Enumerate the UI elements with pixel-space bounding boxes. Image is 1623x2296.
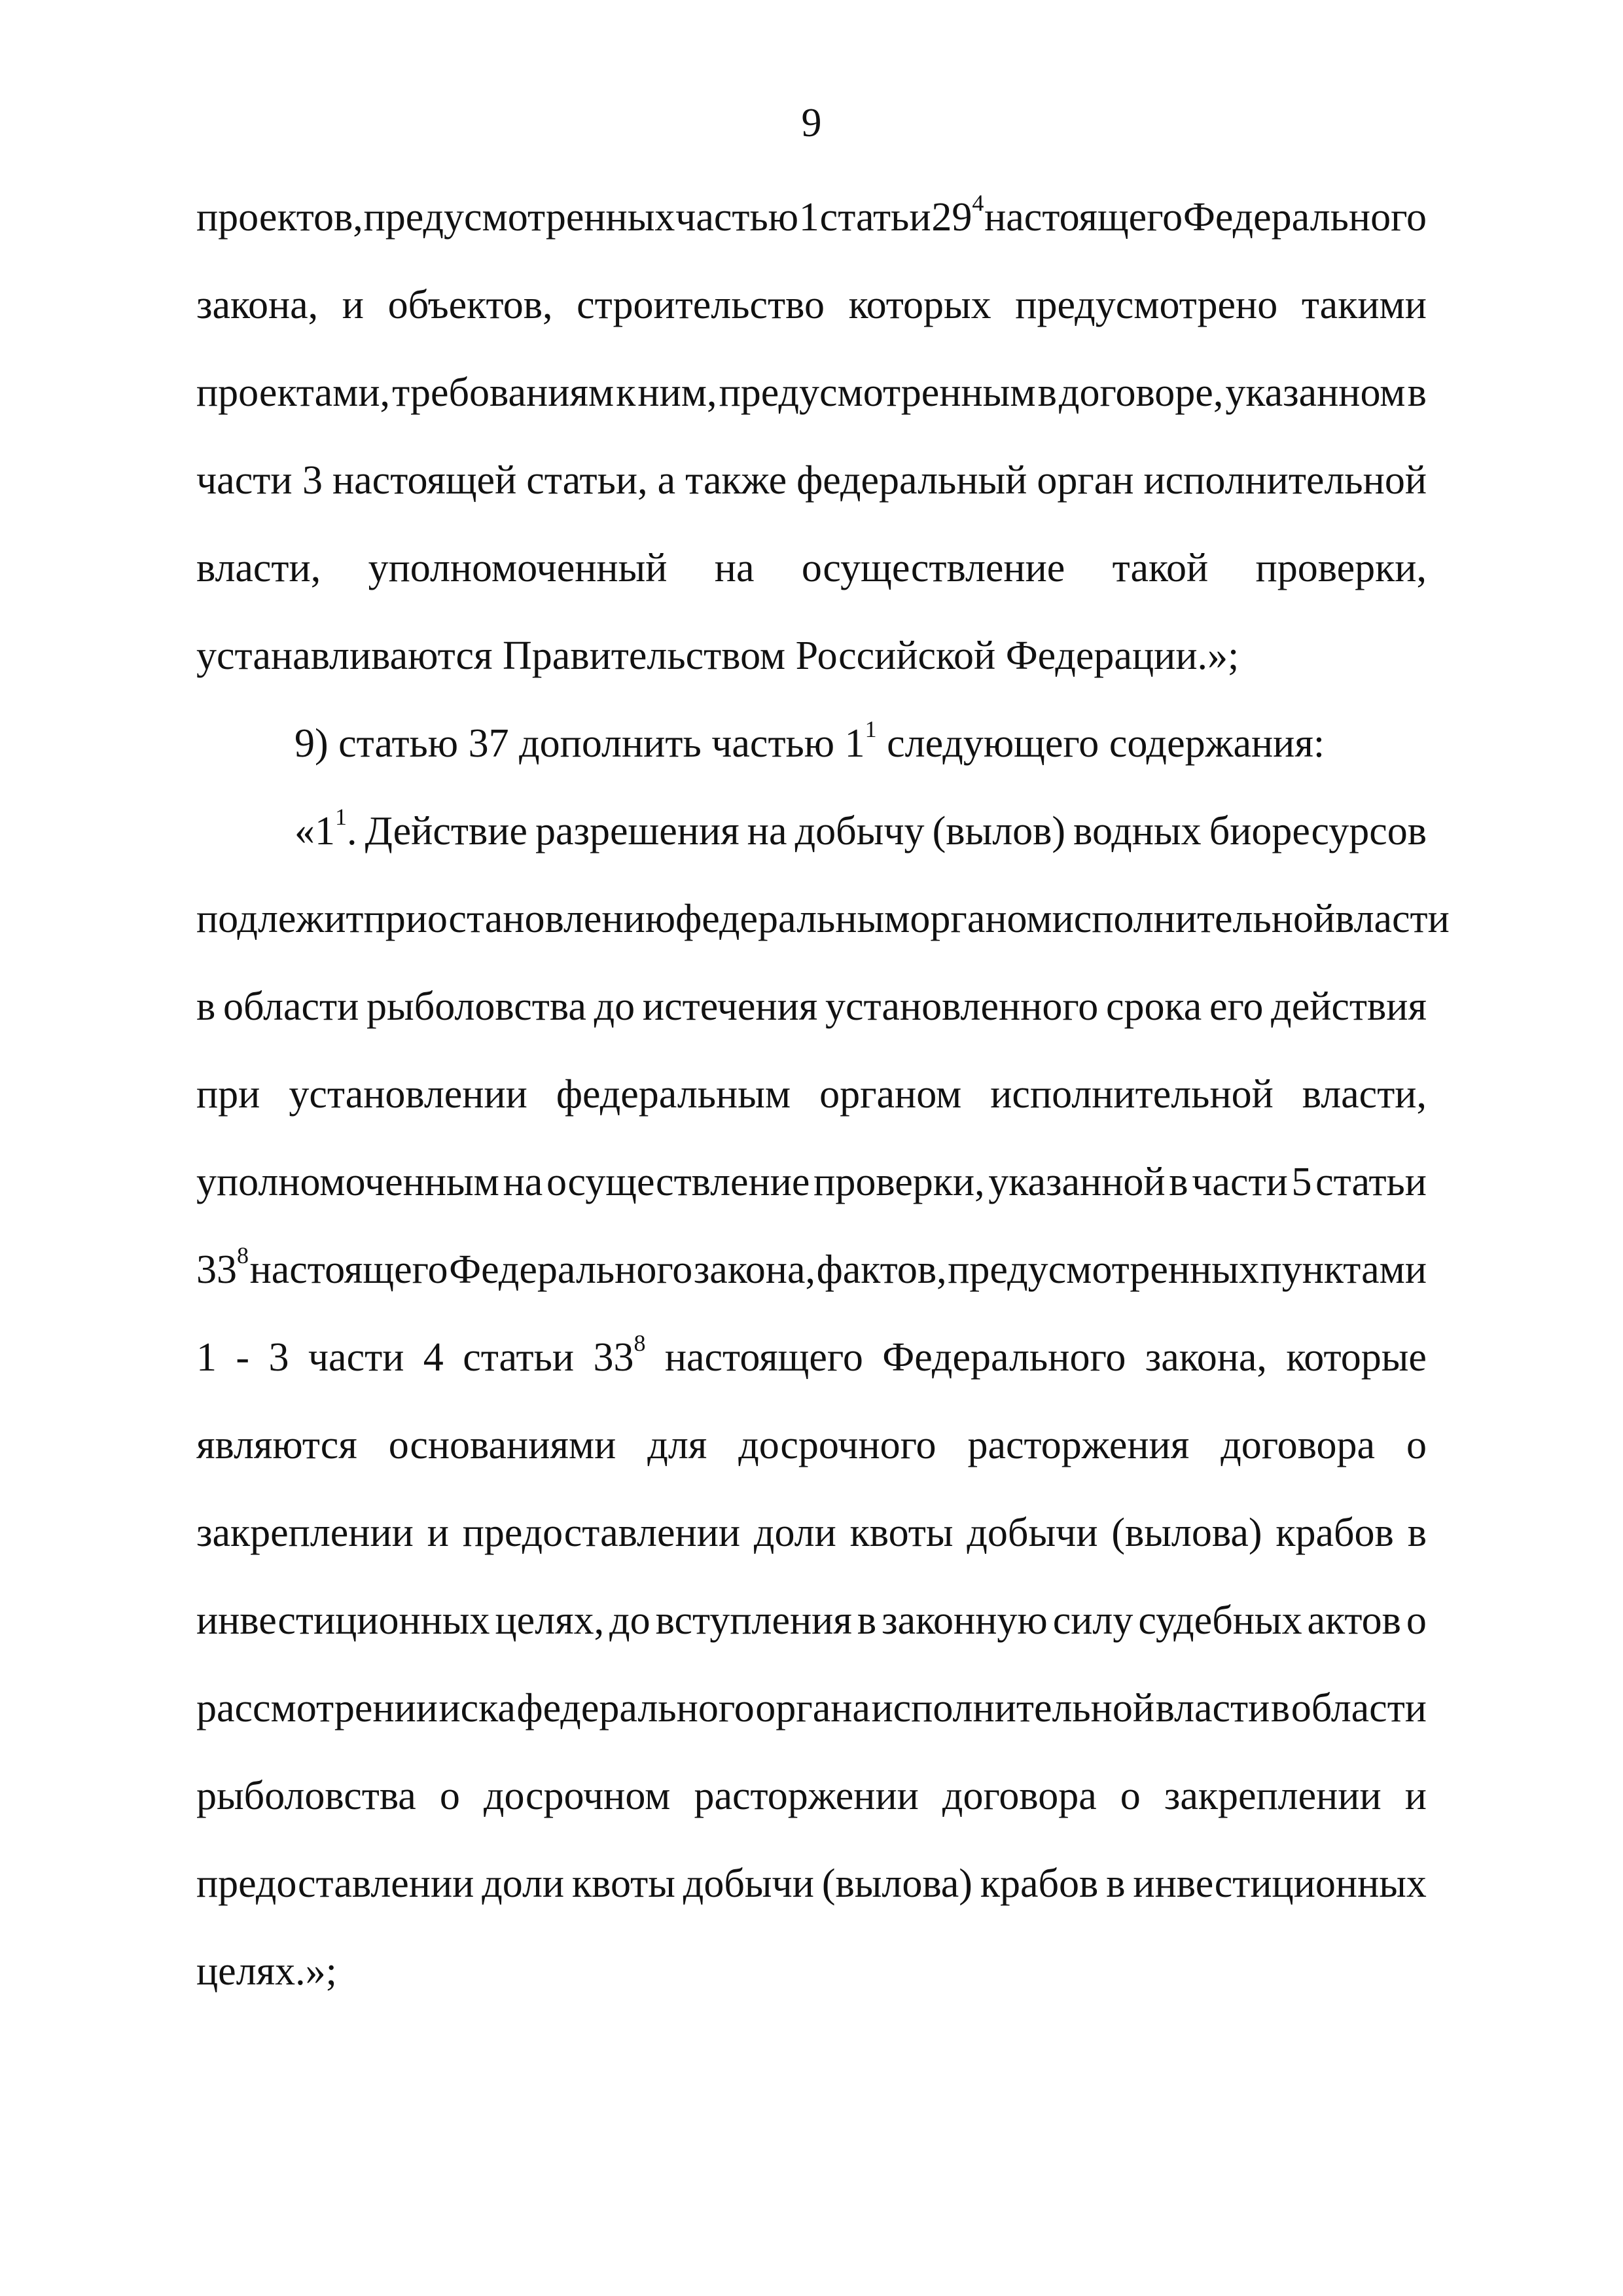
word: до (609, 1598, 651, 1643)
word: (вылова) (1111, 1511, 1262, 1555)
word: актов (1307, 1598, 1401, 1643)
word: и (342, 283, 364, 327)
word: предусмотренных (363, 195, 675, 240)
word: договоре, (1059, 370, 1224, 415)
word: разрешения (535, 809, 740, 853)
word: для (647, 1423, 707, 1467)
word: требованиям (392, 370, 615, 415)
text-line (196, 1682, 1427, 1734)
word: в (857, 1598, 877, 1643)
word: предоставлении (462, 1511, 741, 1555)
word: орган (1037, 458, 1134, 503)
word: части 3 (196, 458, 323, 503)
text-line (196, 367, 1427, 419)
word: приостановлению (363, 897, 676, 941)
word: расторжения (967, 1423, 1190, 1467)
word: законную (882, 1598, 1048, 1643)
word: такой (1112, 546, 1209, 590)
word-suffix: . (347, 809, 357, 853)
word: части (308, 1335, 404, 1380)
word: частью (675, 195, 799, 240)
word: указанной (988, 1160, 1166, 1204)
word: следующего (887, 721, 1099, 766)
word: досрочного (738, 1423, 936, 1467)
word: добычи (683, 1861, 814, 1906)
word: о (1120, 1774, 1141, 1818)
word: рыболовства (196, 1774, 416, 1818)
word: власти, (1302, 1072, 1427, 1117)
word: $33^8$ (196, 1242, 249, 1292)
word: рыболовства (366, 984, 586, 1029)
word: власти (1335, 897, 1450, 941)
word: и (427, 1511, 449, 1555)
superscript: 8 (633, 1330, 646, 1357)
word: «$1^1$. (294, 804, 357, 853)
word: являются (196, 1423, 357, 1467)
word: к (616, 370, 636, 415)
word: устанавливаются (196, 634, 493, 678)
word: закона, (1145, 1335, 1267, 1380)
word: водных (1073, 809, 1202, 853)
word: власти (1155, 1686, 1270, 1731)
word: закона, (693, 1247, 815, 1292)
word: в (1407, 370, 1427, 415)
word: настоящего (984, 195, 1183, 240)
word: ним, (637, 370, 717, 415)
text-line (294, 805, 1427, 857)
word: иска (438, 1686, 516, 1731)
word: $33^8$ (593, 1330, 646, 1380)
word: квоты (571, 1861, 675, 1906)
word: органом (819, 1072, 962, 1117)
word: предусмотрено (1015, 283, 1278, 327)
word: $29^4$ (931, 190, 984, 240)
word: на (714, 546, 755, 590)
word: предусмотренным (719, 370, 1036, 415)
text-line (196, 1945, 1427, 1998)
word: осуществление (546, 1160, 810, 1204)
word: установленного (825, 984, 1099, 1029)
text-line (196, 1770, 1427, 1822)
word: органа (755, 1686, 870, 1731)
word: 1 (798, 195, 819, 240)
word: крабов (980, 1861, 1099, 1906)
word: осуществление (801, 546, 1065, 590)
word: до (594, 984, 635, 1029)
word: добычи (967, 1511, 1098, 1555)
word: статью (338, 721, 459, 766)
word: части (1192, 1160, 1288, 1204)
word: инвестиционных (1133, 1861, 1427, 1906)
word: о (439, 1774, 460, 1818)
word: в (1106, 1861, 1126, 1906)
word: расторжении (694, 1774, 919, 1818)
word: уполномоченным (196, 1160, 499, 1204)
word: дополнить (519, 721, 702, 766)
word: срока (1106, 984, 1202, 1029)
word: (вылова) (821, 1861, 972, 1906)
word: проверки, (1255, 546, 1427, 590)
word: о (1406, 1598, 1427, 1643)
text-line (196, 630, 1427, 682)
word: доли (753, 1511, 836, 1555)
word: при (196, 1072, 260, 1117)
word: действия (1271, 984, 1427, 1029)
word: федеральным (675, 897, 910, 941)
word: договора (1221, 1423, 1375, 1467)
word: которых (848, 283, 991, 327)
word: настоящей (332, 458, 517, 503)
word: Федерального (882, 1335, 1126, 1380)
word: предусмотренных (948, 1247, 1259, 1292)
word: пунктами (1260, 1247, 1427, 1292)
word: в (1270, 1686, 1291, 1731)
superscript: 4 (972, 190, 984, 217)
text-line (196, 279, 1427, 331)
word: основаниями (388, 1423, 616, 1467)
word: настоящего (249, 1247, 448, 1292)
word: закона, (196, 283, 319, 327)
word: биоресурсов (1209, 809, 1427, 853)
word: договора (942, 1774, 1097, 1818)
superscript: 8 (237, 1242, 249, 1269)
text-line (196, 1594, 1427, 1647)
word: установлении (289, 1072, 527, 1117)
word: целях.»; (196, 1949, 337, 1994)
word: органом (910, 897, 1052, 941)
word: и (1404, 1774, 1427, 1818)
word: в (1407, 1511, 1427, 1555)
word: исполнительной (990, 1072, 1274, 1117)
word: судебных (1138, 1598, 1302, 1643)
word: на (747, 809, 787, 853)
word: исполнительной (871, 1686, 1155, 1731)
word: проверки, (813, 1160, 985, 1204)
word: области (223, 984, 359, 1029)
word: крабов (1275, 1511, 1394, 1555)
word: области (1291, 1686, 1427, 1731)
word: исполнительной (1143, 458, 1427, 503)
word: Правительством (503, 634, 786, 678)
word: фактов, (816, 1247, 947, 1292)
word: 4 (423, 1335, 444, 1380)
word: указанном (1225, 370, 1406, 415)
superscript: 1 (865, 716, 877, 743)
text-line (196, 1507, 1427, 1559)
word: объектов, (387, 283, 553, 327)
text-line (196, 1244, 1427, 1296)
text-line (196, 191, 1427, 243)
word: также (685, 458, 787, 503)
word: в (1037, 370, 1057, 415)
word: закреплении (196, 1511, 414, 1555)
word: 9) (294, 721, 329, 766)
text-line (196, 1331, 1427, 1384)
word: досрочном (483, 1774, 671, 1818)
word: 1 (196, 1335, 217, 1380)
word: квоты (849, 1511, 954, 1555)
word: доли (482, 1861, 565, 1906)
word: истечения (642, 984, 818, 1029)
word: (вылов) (932, 809, 1066, 853)
word: Федерации.»; (1005, 634, 1240, 678)
word: в (196, 984, 216, 1029)
word: вступления (655, 1598, 852, 1643)
text-line (196, 1419, 1427, 1471)
word: настоящего (664, 1335, 863, 1380)
word: 37 (468, 721, 509, 766)
word: статьи (819, 195, 931, 240)
word: частью (711, 721, 835, 766)
word: целях, (495, 1598, 605, 1643)
text-line (196, 542, 1427, 594)
text-line (196, 454, 1427, 507)
word: строительство (577, 283, 825, 327)
word: силу (1052, 1598, 1133, 1643)
word: Федерального (1183, 195, 1427, 240)
word: власти, (196, 546, 321, 590)
word: исполнительной (1052, 897, 1336, 941)
word: проектов, (196, 195, 363, 240)
page-number: 9 (801, 101, 822, 145)
word: закреплении (1164, 1774, 1382, 1818)
word: добычу (794, 809, 925, 853)
text-line (196, 980, 1427, 1033)
word: проектами, (196, 370, 391, 415)
superscript: 1 (335, 804, 347, 831)
word: его (1209, 984, 1264, 1029)
word: Федерального (449, 1247, 693, 1292)
word: такими (1301, 283, 1427, 327)
word: федеральным (556, 1072, 791, 1117)
word: в (1169, 1160, 1188, 1204)
word: а (657, 458, 676, 503)
word: Российской (795, 634, 996, 678)
word: на (503, 1160, 543, 1204)
word: статьи, (526, 458, 648, 503)
word: рассмотрении (196, 1686, 438, 1731)
word: подлежит (196, 897, 364, 941)
word: о (1406, 1423, 1427, 1467)
text-line (196, 1156, 1427, 1208)
word: инвестиционных (196, 1598, 490, 1643)
text-line (294, 717, 1427, 770)
word: статьи (1315, 1160, 1427, 1204)
word: 5 (1291, 1160, 1312, 1204)
word: федерального (516, 1686, 755, 1731)
text-line (196, 1857, 1427, 1910)
word: $1^1$ (844, 716, 877, 766)
word: федеральный (796, 458, 1027, 503)
word: предоставлении (196, 1861, 474, 1906)
text-line (196, 1068, 1427, 1121)
word: - (236, 1335, 250, 1380)
word: статьи (463, 1335, 575, 1380)
word: 3 (268, 1335, 289, 1380)
word: уполномоченный (368, 546, 668, 590)
text-line (196, 893, 1450, 945)
word: Действие (365, 809, 527, 853)
word: которые (1286, 1335, 1427, 1380)
word: содержания: (1109, 721, 1325, 766)
